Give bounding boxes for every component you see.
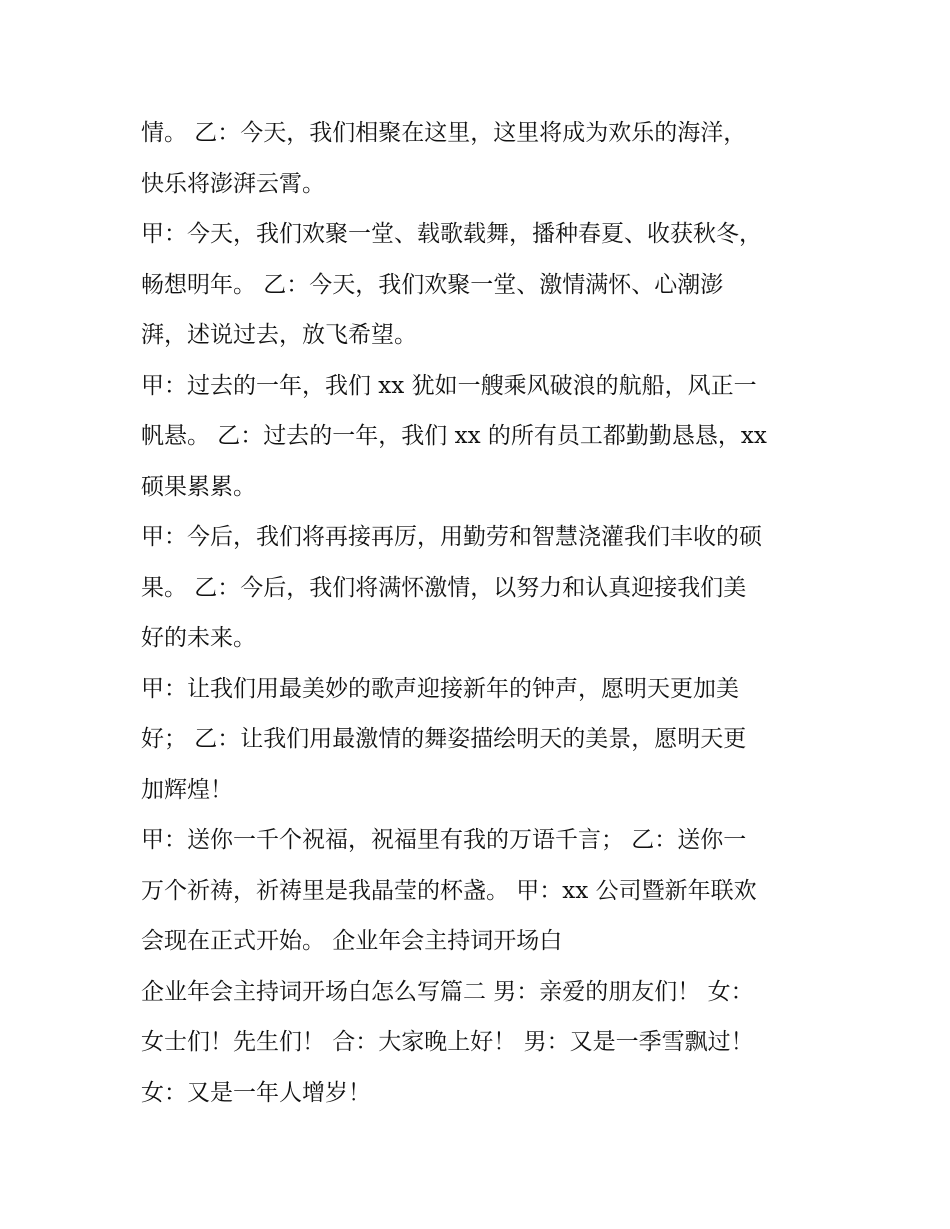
text-line: 加辉煌！ xyxy=(141,776,233,803)
text-line: 快乐将澎湃云霄。 xyxy=(141,170,325,197)
text-line: 女：又是一年人增岁！ xyxy=(141,1079,371,1106)
text-line: 女士们！先生们！ 合：大家晚上好！ 男：又是一季雪飘过！ xyxy=(141,1029,754,1055)
text-line: 好； 乙：让我们用最激情的舞姿描绘明天的美景，愿明天更 xyxy=(141,726,747,752)
text-line: 甲：今天，我们欢聚一堂、载歌载舞，播种春夏、收获秋冬， xyxy=(141,221,762,247)
text-line: 果。 乙：今后，我们将满怀激情，以努力和认真迎接我们美 xyxy=(141,574,747,601)
text-line: 甲：让我们用最美妙的歌声迎接新年的钟声，愿明天更加美 xyxy=(141,675,739,702)
document-body xyxy=(141,108,821,1118)
text-line: 会现在正式开始。 企业年会主持词开场白 xyxy=(141,928,563,954)
text-line: 万个祈祷，祈祷里是我晶莹的杯盏。 甲：xx 公司暨新年联欢 xyxy=(141,877,757,904)
text-line: 甲：过去的一年，我们 xx 犹如一艘乘风破浪的航船，风正一 xyxy=(141,372,757,399)
text-line: 甲：今后，我们将再接再厉，用勤劳和智慧浇灌我们丰收的硕 xyxy=(141,524,762,550)
text-line: 硕果累累。 xyxy=(141,473,256,500)
text-line: 情。 乙：今天，我们相聚在这里，这里将成为欢乐的海洋， xyxy=(141,120,747,146)
text-line: 畅想明年。 乙：今天，我们欢聚一堂、激情满怀、心潮澎 xyxy=(141,271,724,298)
text-line: 好的未来。 xyxy=(141,625,256,651)
text-line: 帆悬。 乙：过去的一年，我们 xx 的所有员工都勤勤恳恳，xx xyxy=(141,423,767,449)
text-line: 湃，述说过去，放飞希望。 xyxy=(141,322,417,348)
text-line: 甲：送你一千个祝福，祝福里有我的万语千言； 乙：送你一 xyxy=(141,827,747,853)
text-line: 企业年会主持词开场白怎么写篇二 男：亲爱的朋友们！ 女： xyxy=(141,978,754,1005)
